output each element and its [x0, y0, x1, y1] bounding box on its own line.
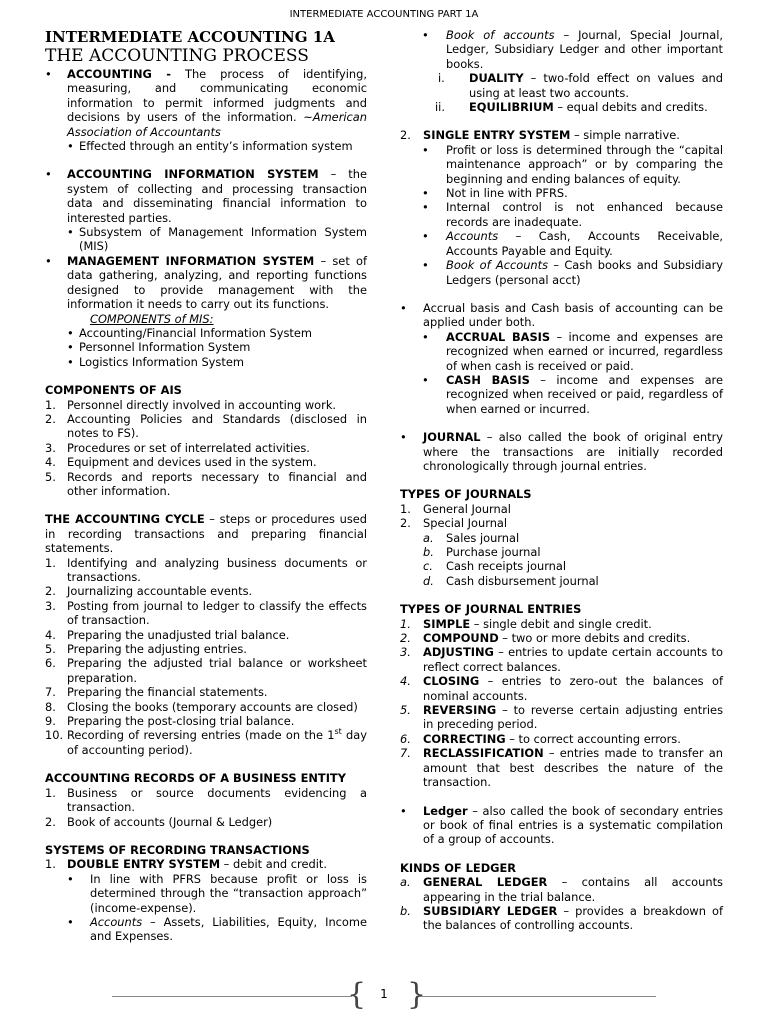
list-item	[45, 656, 367, 685]
number-marker: 1.	[45, 397, 56, 412]
ais-definition	[45, 167, 367, 225]
document-subtitle: THE ACCOUNTING PROCESS	[45, 46, 309, 66]
subpoint-text: Effected through an entity’s information system	[79, 139, 353, 154]
number-marker: 4.	[45, 455, 56, 470]
list-item	[400, 100, 723, 114]
list-item-text: Special Journal	[423, 516, 508, 531]
subheading: COMPONENTS of MIS:	[90, 311, 214, 326]
list-item-text: Recording of reversing entries (made on the 1	[67, 728, 335, 743]
definition-text: – income and expenses are recognized when received or paid, regardless of when earned or incurred.	[446, 372, 723, 416]
term-ledger: Ledger	[423, 803, 468, 818]
number-marker: 6.	[400, 731, 411, 746]
bullet-marker: •	[422, 142, 429, 157]
number-marker: 8.	[45, 699, 56, 714]
list-item-text: Equipment and devices used in the system.	[67, 455, 317, 470]
basis-note	[400, 301, 723, 330]
list-item-text: day of accounting period).	[67, 728, 367, 757]
section-heading: TYPES OF JOURNALS	[400, 487, 532, 502]
list-item	[400, 502, 723, 516]
list-item-text: Preparing the unadjusted trial balance.	[67, 627, 290, 642]
superscript: st	[334, 727, 342, 737]
list-item	[45, 556, 367, 585]
definition-text: – equal debits and credits.	[553, 100, 708, 115]
bullet-marker: •	[67, 325, 74, 340]
number-marker: 3.	[400, 645, 411, 660]
number-marker: 10.	[45, 728, 64, 743]
list-item	[45, 915, 367, 944]
term-ais: ACCOUNTING INFORMATION SYSTEM	[67, 167, 319, 182]
definition-text: – set of data gathering, analyzing, and reporting functions designed to provide management with the information it needs to carry out its functions.	[67, 253, 367, 312]
number-marker: 2.	[45, 411, 56, 426]
bullet-marker: •	[422, 200, 429, 215]
term-double-entry: DOUBLE ENTRY SYSTEM	[67, 857, 221, 872]
list-item	[45, 455, 367, 469]
list-item	[45, 599, 367, 628]
list-item-text: Logistics Information System	[79, 354, 244, 369]
number-marker: 2.	[400, 631, 411, 646]
definition-text: – two-fold effect on values and using at least two accounts.	[469, 71, 723, 100]
definition-text: – Journal, Special Journal, Ledger, Subsidiary Ledger and other important books.	[446, 28, 724, 71]
list-item	[400, 258, 723, 287]
list-item	[400, 574, 723, 588]
section-heading: ACCOUNTING RECORDS OF A BUSINESS ENTITY	[45, 771, 346, 786]
ledger-definition	[400, 804, 723, 847]
definition-text: – also called the book of secondary entries or book of final entries is a systematic compilation of a group of accounts.	[423, 803, 723, 847]
definition-text: – entries made to transfer an amount that best describes the nature of the transaction.	[423, 746, 723, 790]
bullet-marker: •	[45, 67, 52, 81]
list-item	[400, 186, 723, 200]
list-item	[400, 531, 723, 545]
number-marker: 2.	[45, 584, 56, 599]
list-item	[45, 584, 367, 598]
list-item	[45, 642, 367, 656]
term-accrual-basis: ACCRUAL BASIS	[446, 329, 551, 344]
roman-marker: i.	[438, 71, 445, 86]
term-single-entry: SINGLE ENTRY SYSTEM	[423, 128, 571, 143]
definition-text: – entries to update certain accounts to reflect correct balances.	[423, 645, 723, 674]
document-title: INTERMEDIATE ACCOUNTING 1A	[45, 28, 335, 46]
number-marker: 7.	[45, 685, 56, 700]
number-marker: 3.	[45, 440, 56, 455]
list-item-text: Procedures or set of interrelated activities.	[67, 440, 310, 455]
left-column	[45, 28, 367, 944]
definition-text: The process of identifying, measuring, and communicating economic information to permit informed judgments and decisions by users of the information.	[67, 67, 367, 125]
definition-text: – to correct accounting errors.	[505, 731, 681, 746]
ais-subpoint	[45, 225, 367, 254]
definition-text: – simple narrative.	[570, 128, 680, 143]
number-marker: 4.	[400, 674, 411, 689]
bullet-marker: •	[400, 430, 407, 445]
term-accounts: Accounts	[446, 229, 499, 244]
list-item-text: Records and reports necessary to financial and other information.	[67, 469, 367, 498]
term-reclassification: RECLASSIFICATION	[423, 746, 544, 761]
list-item-text: Personnel Information System	[79, 340, 251, 355]
list-item	[45, 728, 367, 757]
bullet-marker: •	[45, 253, 52, 268]
list-item	[400, 516, 723, 530]
definition-text: – Assets, Liabilities, Equity, Income and Expenses.	[90, 914, 367, 944]
footer-brace-left: {	[347, 977, 367, 1012]
list-item	[45, 340, 367, 354]
list-item-text: Business or source documents evidencing a transaction.	[67, 785, 367, 815]
term-accounts: Accounts	[90, 914, 143, 929]
list-item	[45, 326, 367, 340]
list-item	[45, 815, 367, 829]
definition-text: – single debit and single credit.	[470, 616, 652, 631]
bullet-marker: •	[67, 139, 74, 154]
list-item	[400, 703, 723, 732]
list-item	[400, 28, 723, 71]
bullet-marker: •	[422, 28, 429, 42]
list-item	[45, 786, 367, 815]
right-column	[400, 28, 723, 933]
definition-text: – provides a breakdown of the balances of controlling accounts.	[423, 903, 724, 933]
roman-marker: ii.	[435, 100, 445, 115]
list-item	[400, 71, 723, 100]
letter-marker: b.	[423, 545, 434, 559]
number-marker: 2.	[45, 814, 56, 829]
definition-text: – the system of collecting and processing transaction data and disseminating financial information to interested parties.	[67, 167, 367, 225]
list-item	[400, 732, 723, 746]
bullet-marker: •	[400, 300, 407, 315]
list-item	[400, 617, 723, 631]
definition-text: – Cash, Accounts Receivable, Accounts Payable and Equity.	[446, 229, 723, 258]
list-item-text: Not in line with PFRS.	[446, 186, 568, 201]
bullet-marker: •	[422, 229, 429, 244]
number-marker: 5.	[45, 469, 56, 484]
definition-text: – also called the book of original entry where the transactions are initially recorded chronologically through journal entries.	[423, 430, 723, 473]
list-item	[45, 470, 367, 499]
definition-text: – steps or procedures used in recording transactions and preparing financial statements.	[45, 512, 367, 556]
term-subsidiary-ledger: SUBSIDIARY LEDGER	[423, 903, 558, 918]
list-item	[400, 746, 723, 789]
bullet-marker: •	[422, 372, 429, 387]
note-text: Accrual basis and Cash basis of accounting can be applied under both.	[423, 300, 723, 330]
list-item-text: Preparing the adjusting entries.	[67, 642, 247, 657]
list-item	[400, 143, 723, 186]
list-item	[45, 398, 367, 412]
mis-components-label	[45, 312, 367, 326]
list-item-text: Accounting/Financial Information System	[79, 325, 312, 340]
term-closing: CLOSING	[423, 674, 480, 689]
list-item	[400, 545, 723, 559]
list-item-text: Accounting Policies and Standards (disclosed in notes to FS).	[67, 411, 367, 441]
number-marker: 1.	[45, 857, 56, 872]
page-number: 1	[380, 987, 388, 1001]
mis-definition	[45, 254, 367, 312]
term-accounting: ACCOUNTING -	[67, 67, 171, 81]
number-marker: 3.	[45, 598, 56, 613]
term-equilibrium: EQUILIBRIUM	[469, 100, 554, 115]
bullet-marker: •	[67, 871, 74, 886]
source-citation: ~American Association of Accountants	[67, 110, 367, 139]
number-marker: 2.	[400, 516, 411, 531]
term-accounting-cycle: THE ACCOUNTING CYCLE	[45, 512, 205, 527]
list-item-text: Posting from journal to ledger to classify the effects of transaction.	[67, 598, 367, 628]
list-item	[400, 200, 723, 229]
list-item-text: Cash receipts journal	[446, 559, 567, 574]
letter-marker: d.	[423, 573, 434, 588]
list-item	[45, 685, 367, 699]
letter-marker: a.	[400, 875, 411, 890]
term-cash-basis: CASH BASIS	[446, 372, 530, 387]
list-item	[400, 373, 723, 416]
bullet-marker: •	[67, 914, 74, 929]
number-marker: 1.	[45, 555, 56, 570]
list-item	[400, 645, 723, 674]
list-item	[45, 628, 367, 642]
list-item	[400, 330, 723, 373]
definition-text: – income and expenses are recognized when earned or incurred, regardless of when cash is received or paid.	[446, 329, 723, 373]
accounting-cycle-definition	[45, 512, 367, 555]
journal-definition	[400, 430, 723, 473]
definition-text: – debit and credit.	[220, 857, 327, 872]
list-item-text: General Journal	[423, 501, 511, 516]
accounting-subpoint	[45, 139, 367, 153]
list-item-text: Cash disbursement journal	[446, 573, 599, 588]
term-book-of-accounts: Book of Accounts	[446, 258, 549, 273]
list-item	[400, 128, 723, 142]
list-item	[45, 872, 367, 915]
term-mis: MANAGEMENT INFORMATION SYSTEM	[67, 253, 315, 268]
bullet-marker: •	[67, 225, 74, 240]
bullet-marker: •	[422, 186, 429, 201]
list-item-text: Identifying and analyzing business documents or transactions.	[67, 555, 367, 584]
number-marker: 5.	[45, 642, 56, 657]
list-item-text: Sales journal	[446, 530, 520, 545]
list-item-text: Preparing the adjusted trial balance or worksheet preparation.	[67, 656, 367, 685]
list-item	[45, 412, 367, 441]
number-marker: 4.	[45, 627, 56, 642]
list-item	[400, 631, 723, 645]
definition-text: – to reverse certain adjusting entries in preceding period.	[423, 703, 723, 732]
list-item-text: Preparing the financial statements.	[67, 685, 268, 700]
number-marker: 7.	[400, 746, 411, 761]
accounting-definition	[45, 67, 367, 139]
definition-text: – entries to zero-out the balances of nominal accounts.	[423, 674, 723, 703]
bullet-marker: •	[400, 803, 407, 818]
number-marker: 5.	[400, 703, 411, 718]
section-heading: KINDS OF LEDGER	[400, 860, 517, 875]
list-item-text: In line with PFRS because profit or loss is determined through the “transaction approach” (income-expense).	[90, 871, 367, 915]
bullet-marker: •	[67, 340, 74, 355]
list-item	[45, 714, 367, 728]
term-correcting: CORRECTING	[423, 731, 506, 746]
number-marker: 9.	[45, 714, 56, 729]
list-item	[400, 229, 723, 258]
list-item-text: Preparing the post-closing trial balance.	[67, 714, 295, 729]
list-item	[45, 857, 367, 871]
list-item-text: Personnel directly involved in accounting work.	[67, 397, 337, 412]
definition-text: – two or more debits and credits.	[498, 631, 691, 646]
number-marker: 2.	[400, 128, 411, 143]
term-general-ledger: GENERAL LEDGER	[423, 875, 548, 890]
term-compound: COMPOUND	[423, 631, 499, 646]
list-item	[400, 674, 723, 703]
list-item	[400, 875, 723, 904]
term-book-of-accounts: Book of accounts	[446, 28, 555, 42]
term-simple: SIMPLE	[423, 616, 471, 631]
list-item-text: Purchase journal	[446, 545, 541, 559]
section-heading: COMPONENTS OF AIS	[45, 383, 182, 398]
definition-text: – contains all accounts appearing in the trial balance.	[423, 875, 723, 904]
list-item-text: Closing the books (temporary accounts are closed)	[67, 699, 358, 714]
footer-rule-left	[112, 996, 352, 997]
bullet-marker: •	[422, 329, 429, 344]
section-heading: TYPES OF JOURNAL ENTRIES	[400, 602, 582, 617]
list-item-text: Internal control is not enhanced because records are inadequate.	[446, 200, 723, 229]
footer-brace-right: }	[407, 977, 427, 1012]
letter-marker: b.	[400, 903, 411, 918]
term-duality: DUALITY	[469, 71, 524, 86]
bullet-marker: •	[45, 167, 52, 182]
list-item	[400, 559, 723, 573]
list-item-text: Journalizing accountable events.	[67, 584, 253, 599]
term-journal: JOURNAL	[423, 430, 481, 445]
page-header: INTERMEDIATE ACCOUNTING PART 1A	[289, 9, 479, 20]
number-marker: 6.	[45, 656, 56, 671]
number-marker: 1.	[45, 785, 56, 800]
list-item	[400, 904, 723, 933]
definition-text: – Cash books and Subsidiary Ledgers (personal acct)	[446, 258, 723, 287]
footer-rule-right	[416, 996, 656, 997]
letter-marker: c.	[423, 559, 433, 574]
term-reversing: REVERSING	[423, 703, 497, 718]
list-item	[45, 355, 367, 369]
bullet-marker: •	[67, 354, 74, 369]
subpoint-text: Subsystem of Management Information System (MIS)	[79, 225, 367, 254]
term-adjusting: ADJUSTING	[423, 645, 494, 660]
list-item-text: Profit or loss is determined through the “capital maintenance approach” or by comparing the beginning and ending balances of equity.	[446, 142, 723, 186]
letter-marker: a.	[423, 530, 434, 545]
section-heading: SYSTEMS OF RECORDING TRANSACTIONS	[45, 842, 310, 857]
list-item	[45, 700, 367, 714]
list-item	[45, 441, 367, 455]
bullet-marker: •	[422, 258, 429, 273]
number-marker: 1.	[400, 616, 411, 631]
list-item-text: Book of accounts (Journal & Ledger)	[67, 814, 273, 829]
number-marker: 1.	[400, 501, 411, 516]
